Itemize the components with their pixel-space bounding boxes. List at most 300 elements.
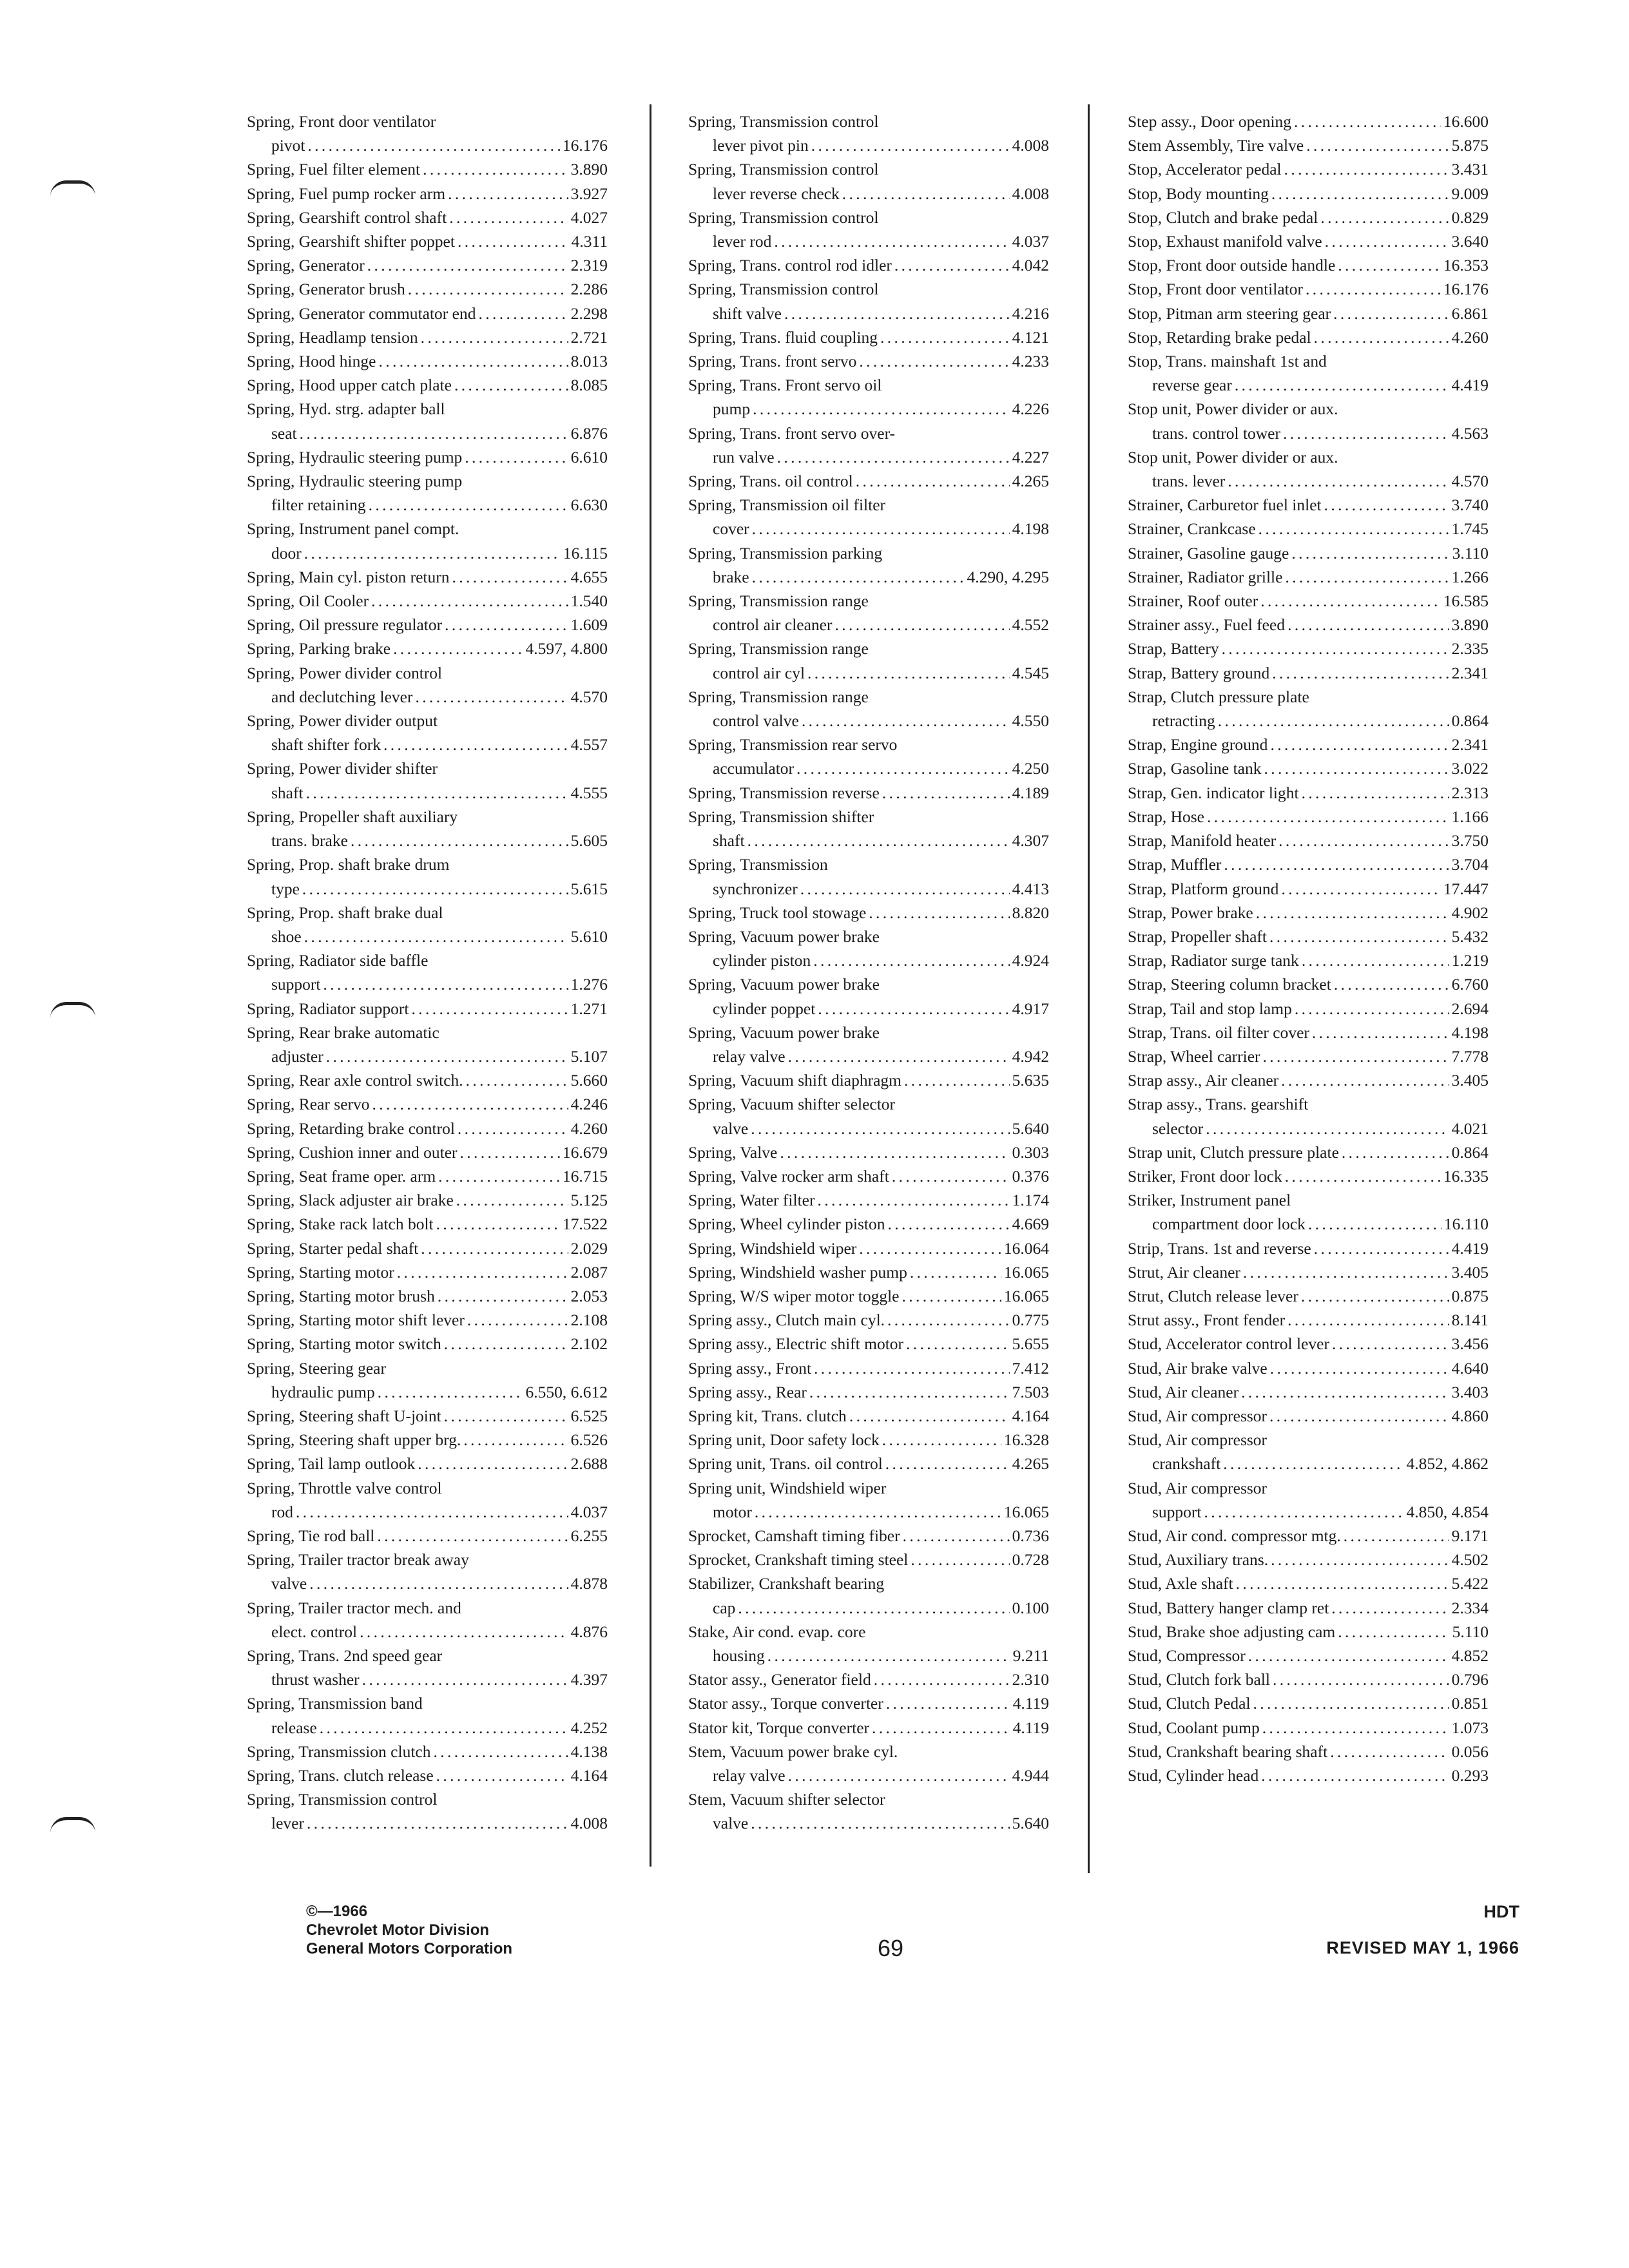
section-reference: 3.403 — [1451, 1382, 1489, 1401]
section-reference: 16.176 — [1443, 280, 1489, 299]
section-reference: 0.100 — [1012, 1598, 1049, 1617]
part-name: Spring, Valve — [688, 1142, 778, 1162]
section-reference: 0.851 — [1451, 1694, 1489, 1713]
entry-line — [247, 1763, 608, 1787]
dot-leader — [1269, 1404, 1449, 1428]
entry-line — [247, 1524, 608, 1548]
index-entry — [688, 1021, 1049, 1068]
index-entry — [688, 277, 1049, 325]
index-entry — [1128, 253, 1489, 277]
entry-line — [688, 637, 1049, 660]
part-name: Spring, Trailer tractor mech. and — [247, 1598, 461, 1617]
dot-leader — [369, 493, 568, 517]
index-entry — [1128, 1548, 1489, 1571]
index-entry — [688, 157, 1049, 205]
dot-leader — [320, 1716, 568, 1740]
index-entry — [1128, 1380, 1489, 1404]
dot-leader — [784, 302, 1010, 325]
section-reference: 16.176 — [562, 136, 608, 155]
index-entry — [688, 1571, 1049, 1619]
part-name: Spring, Cushion inner and outer — [247, 1142, 458, 1162]
entry-line — [688, 685, 1049, 709]
dot-leader — [1236, 1571, 1449, 1595]
dot-leader — [777, 445, 1010, 469]
section-reference: 16.715 — [562, 1166, 608, 1186]
dot-leader — [467, 1308, 568, 1332]
part-name: Stud, Clutch fork ball — [1128, 1670, 1270, 1689]
index-entry — [247, 997, 608, 1021]
index-entry — [688, 493, 1049, 541]
part-name: Spring, Main cyl. piston return — [247, 567, 450, 586]
entry-line — [247, 1044, 608, 1068]
part-name: Spring, Headlamp tension — [247, 327, 418, 347]
dot-leader — [1207, 805, 1449, 829]
entry-line — [688, 1740, 1049, 1763]
entry-line — [688, 182, 1049, 206]
part-name-continued: cylinder piston — [713, 951, 811, 970]
section-reference: 2.334 — [1451, 1598, 1489, 1617]
entry-line — [247, 1620, 608, 1644]
section-reference: 8.820 — [1012, 903, 1049, 922]
part-name: Spring, Radiator support — [247, 999, 409, 1018]
entry-line — [688, 1356, 1049, 1380]
part-name: Spring, Transmission rear servo — [688, 735, 898, 754]
part-name: Stud, Compressor — [1128, 1646, 1246, 1665]
section-reference: 0.728 — [1012, 1550, 1049, 1570]
section-reference: 3.431 — [1451, 160, 1489, 179]
section-reference: 5.605 — [570, 831, 608, 850]
section-reference: 4.021 — [1451, 1119, 1489, 1138]
part-name: Spring, Parking brake — [247, 639, 391, 658]
dot-leader — [1284, 157, 1449, 181]
section-reference: 4.246 — [570, 1095, 608, 1114]
dot-leader — [378, 349, 568, 373]
dot-leader — [1301, 1284, 1449, 1308]
part-name: Spring, Retarding brake control — [247, 1119, 455, 1138]
entry-line — [688, 397, 1049, 421]
dot-leader — [449, 206, 568, 229]
dot-leader — [383, 733, 568, 756]
entry-line — [247, 229, 608, 253]
publisher-block — [306, 1902, 512, 1958]
section-reference: 5.615 — [570, 879, 608, 898]
dot-leader — [817, 1188, 1009, 1212]
index-entry — [1128, 157, 1489, 181]
section-reference: 4.250 — [1012, 759, 1049, 778]
dot-leader — [807, 661, 1010, 685]
entry-line — [1128, 1691, 1489, 1715]
dot-leader — [767, 1644, 1010, 1667]
index-entry — [1128, 133, 1489, 157]
section-reference: 4.008 — [1012, 136, 1049, 155]
part-name: Spring assy., Electric shift motor — [688, 1334, 904, 1354]
index-entry — [1128, 397, 1489, 445]
index-entry — [1128, 637, 1489, 660]
part-name: Spring, Starting motor brush — [247, 1286, 435, 1305]
section-reference: 4.198 — [1012, 519, 1049, 539]
index-entry — [1128, 1667, 1489, 1691]
part-name: Strap, Radiator surge tank — [1128, 951, 1299, 970]
entry-line — [1128, 206, 1489, 229]
index-entry — [688, 1284, 1049, 1308]
entry-line — [688, 1811, 1049, 1835]
index-entry — [1128, 1716, 1489, 1740]
dot-leader — [814, 1356, 1010, 1380]
entry-line — [1128, 1117, 1489, 1140]
part-name: Stud, Air cleaner — [1128, 1382, 1239, 1401]
part-name: Stem, Vacuum power brake cyl. — [688, 1742, 898, 1761]
part-name-continued: reverse gear — [1152, 376, 1232, 395]
part-name-continued: control air cleaner — [713, 615, 833, 635]
entry-line — [247, 397, 608, 421]
dot-leader — [1262, 1716, 1449, 1740]
part-name: Spring, Power divider control — [247, 663, 443, 682]
entry-line — [247, 1164, 608, 1188]
dot-leader — [788, 1044, 1010, 1068]
entry-line — [1128, 1644, 1489, 1667]
part-name: Spring, Transmission parking — [688, 543, 883, 562]
part-name: Spring, Hydraulic steering pump — [247, 447, 463, 466]
part-name: Spring assy., Front — [688, 1358, 812, 1378]
entry-line — [1128, 541, 1489, 565]
entry-line — [1128, 1284, 1489, 1308]
section-reference: 4.198 — [1451, 1023, 1489, 1042]
part-name: Spring, Starting motor switch — [247, 1334, 441, 1354]
part-name-continued: pivot — [271, 136, 305, 155]
part-name: Spring assy., Rear — [688, 1382, 807, 1401]
entry-line — [247, 925, 608, 948]
copyright-line: ©—1966 — [306, 1903, 368, 1920]
entry-line — [688, 157, 1049, 181]
part-name: Spring, Transmission clutch — [247, 1742, 431, 1761]
division-line: Chevrolet Motor Division — [306, 1921, 490, 1939]
entry-line — [1128, 325, 1489, 349]
index-entry — [247, 756, 608, 804]
dot-leader — [901, 1284, 1001, 1308]
entry-line — [247, 445, 608, 469]
dot-leader — [1272, 661, 1449, 685]
part-name: Spring, Windshield washer pump — [688, 1262, 907, 1282]
entry-line — [1128, 1404, 1489, 1428]
section-reference: 4.597, 4.800 — [525, 639, 608, 658]
entry-line — [1128, 1021, 1489, 1044]
index-entry — [247, 277, 608, 301]
part-name: Strap, Gasoline tank — [1128, 759, 1262, 778]
index-entry — [247, 206, 608, 229]
index-entry — [247, 805, 608, 852]
index-entry — [247, 1021, 608, 1068]
part-name: Stop, Accelerator pedal — [1128, 160, 1282, 179]
entry-line — [247, 1500, 608, 1524]
dot-leader — [1324, 493, 1449, 517]
section-reference: 4.260 — [1451, 327, 1489, 347]
entry-line — [688, 1164, 1049, 1188]
dot-leader — [421, 325, 568, 349]
section-reference: 5.640 — [1012, 1814, 1049, 1833]
dot-leader — [859, 349, 1009, 373]
dot-leader — [454, 373, 568, 397]
entry-line — [1128, 901, 1489, 925]
entry-line — [247, 852, 608, 876]
index-entry — [688, 972, 1049, 1020]
entry-line — [688, 613, 1049, 637]
section-reference: 0.875 — [1451, 1286, 1489, 1305]
dot-leader — [872, 1716, 1010, 1740]
entry-line — [688, 589, 1049, 613]
index-entry — [688, 1212, 1049, 1236]
dot-leader — [436, 1763, 568, 1787]
page-number: 69 — [878, 1935, 904, 1961]
entry-line — [1128, 1260, 1489, 1284]
entry-line — [688, 781, 1049, 805]
part-name: Strap, Muffler — [1128, 855, 1222, 874]
index-entry — [1128, 302, 1489, 325]
part-name-continued: shoe — [271, 927, 302, 946]
entry-line — [688, 1404, 1049, 1428]
part-name: Spring, Transmission — [688, 855, 828, 874]
part-name: Spring, Fuel filter element — [247, 160, 421, 179]
index-entry — [688, 1524, 1049, 1548]
section-reference: 5.635 — [1012, 1071, 1049, 1090]
entry-line — [247, 1691, 608, 1715]
entry-line — [1128, 781, 1489, 805]
dot-leader — [304, 925, 568, 948]
dot-leader — [1314, 1236, 1449, 1260]
part-name-continued: filter retaining — [271, 495, 366, 515]
part-name: Strap assy., Air cleaner — [1128, 1071, 1279, 1090]
part-name: Spring unit, Windshield wiper — [688, 1478, 887, 1497]
dot-leader — [306, 781, 568, 805]
section-reference: 4.550 — [1012, 711, 1049, 731]
part-name: Spring, Generator commutator end — [247, 303, 476, 323]
index-entry — [1128, 229, 1489, 253]
entry-line — [247, 1644, 608, 1667]
section-reference: 4.669 — [1012, 1215, 1049, 1234]
entry-line — [688, 110, 1049, 133]
index-entry — [688, 1476, 1049, 1524]
part-name: Stud, Clutch Pedal — [1128, 1694, 1251, 1713]
index-entry — [247, 445, 608, 469]
section-reference: 4.311 — [571, 232, 608, 251]
dot-leader — [869, 901, 1009, 925]
entry-line — [247, 1452, 608, 1475]
part-name: Stud, Brake shoe adjusting cam — [1128, 1622, 1336, 1641]
index-entry — [247, 1332, 608, 1356]
index-entry — [247, 229, 608, 253]
index-entry — [1128, 733, 1489, 756]
part-name: Strainer, Roof outer — [1128, 591, 1258, 611]
part-name: Spring, Trailer tractor break away — [247, 1550, 469, 1570]
part-name: Stud, Battery hanger clamp ret — [1128, 1598, 1329, 1617]
part-name: Strut, Clutch release lever — [1128, 1286, 1298, 1305]
entry-line — [1128, 1620, 1489, 1644]
index-entry — [247, 565, 608, 589]
entry-line — [247, 1212, 608, 1236]
entry-line — [1128, 1452, 1489, 1475]
part-name: Stud, Accelerator control lever — [1128, 1334, 1329, 1354]
index-entry — [247, 1212, 608, 1236]
section-reference: 3.110 — [1452, 543, 1489, 562]
part-name: Strap, Clutch pressure plate — [1128, 687, 1309, 706]
entry-line — [1128, 805, 1489, 829]
entry-line — [688, 1308, 1049, 1332]
section-reference: 3.704 — [1451, 855, 1489, 874]
index-entry — [247, 1428, 608, 1452]
index-entry — [247, 589, 608, 613]
index-entry — [1128, 613, 1489, 637]
part-name: Strap, Tail and stop lamp — [1128, 999, 1292, 1018]
index-entry — [1128, 781, 1489, 805]
dot-leader — [751, 1117, 1009, 1140]
part-name: Strap, Steering column bracket — [1128, 975, 1331, 994]
dot-leader — [882, 781, 1010, 805]
part-name: Stop, Retarding brake pedal — [1128, 327, 1311, 347]
section-reference: 1.745 — [1451, 519, 1489, 539]
section-reference: 1.174 — [1012, 1191, 1049, 1210]
index-entry — [247, 613, 608, 637]
part-name: Strut assy., Front fender — [1128, 1311, 1286, 1330]
entry-line — [1128, 997, 1489, 1021]
dot-leader — [421, 1236, 568, 1260]
index-entry — [1128, 805, 1489, 829]
index-entry — [1128, 589, 1489, 613]
index-entry — [247, 637, 608, 660]
index-column-3 — [1128, 110, 1489, 1787]
entry-line — [247, 253, 608, 277]
entry-line — [247, 756, 608, 780]
dot-leader — [478, 302, 568, 325]
part-name-continued: hydraulic pump — [271, 1382, 375, 1401]
part-name: Strainer, Carburetor fuel inlet — [1128, 495, 1322, 515]
index-entry — [1128, 1356, 1489, 1380]
dot-leader — [1281, 1068, 1449, 1092]
index-entry — [688, 421, 1049, 469]
part-name: Spring, Hood hinge — [247, 352, 376, 371]
dot-leader — [1332, 1332, 1449, 1356]
dot-leader — [849, 1404, 1010, 1428]
entry-line — [1128, 637, 1489, 660]
index-entry — [1128, 325, 1489, 349]
part-name-continued: control valve — [713, 711, 799, 731]
section-reference: 2.694 — [1451, 999, 1489, 1018]
section-reference: 4.413 — [1012, 879, 1049, 898]
section-reference: 2.313 — [1451, 783, 1489, 802]
part-name: Spring, Rear brake automatic — [247, 1023, 439, 1042]
dot-leader — [300, 421, 568, 445]
part-name: Spring, Vacuum power brake — [688, 975, 880, 994]
dot-leader — [1287, 613, 1449, 637]
part-name: Stud, Axle shaft — [1128, 1574, 1233, 1593]
part-name: Spring, Starting motor — [247, 1262, 394, 1282]
index-entry — [688, 685, 1049, 733]
index-entry — [688, 733, 1049, 780]
part-name: Spring, Trans. front servo — [688, 352, 857, 371]
index-entry — [247, 302, 608, 325]
part-name: Strainer, Gasoline gauge — [1128, 543, 1289, 562]
entry-line — [688, 1596, 1049, 1620]
dot-leader — [423, 157, 568, 181]
index-entry — [1128, 1740, 1489, 1763]
part-name: Spring, Trans. oil control — [688, 472, 853, 491]
dot-leader — [1273, 1667, 1449, 1691]
section-reference: 0.864 — [1451, 1142, 1489, 1162]
index-entry — [688, 1236, 1049, 1260]
part-name: Strap, Trans. oil filter cover — [1128, 1023, 1309, 1042]
part-name: Spring, Trans. Front servo oil — [688, 376, 882, 395]
part-name-continued: cover — [713, 519, 749, 539]
dot-leader — [752, 517, 1010, 541]
part-name-continued: door — [271, 543, 302, 562]
part-name: Spring, Radiator side baffle — [247, 951, 429, 970]
entry-line — [247, 302, 608, 325]
entry-line — [247, 1260, 608, 1284]
part-name: Spring, Starter pedal shaft — [247, 1238, 419, 1258]
part-name: Strap unit, Clutch pressure plate — [1128, 1142, 1339, 1162]
entry-line — [247, 1188, 608, 1212]
dot-leader — [1302, 948, 1449, 972]
entry-line — [688, 349, 1049, 373]
index-entry — [1128, 1068, 1489, 1092]
dot-leader — [408, 277, 568, 301]
index-entry — [247, 517, 608, 564]
section-reference: 4.121 — [1012, 327, 1049, 347]
index-entry — [688, 110, 1049, 157]
index-entry — [688, 1380, 1049, 1404]
index-entry — [688, 1068, 1049, 1092]
section-reference: 4.037 — [1012, 232, 1049, 251]
index-entry — [688, 1691, 1049, 1715]
index-entry — [1128, 1620, 1489, 1644]
section-reference: 5.660 — [570, 1071, 608, 1090]
entry-line — [247, 1596, 608, 1620]
entry-line — [1128, 302, 1489, 325]
index-entry — [247, 901, 608, 948]
dot-leader — [445, 613, 568, 637]
dot-leader — [372, 1092, 568, 1116]
part-name: Striker, Instrument panel — [1128, 1191, 1291, 1210]
index-entry — [1128, 1164, 1489, 1188]
section-reference: 6.255 — [570, 1526, 608, 1545]
section-reference: 16.353 — [1443, 256, 1489, 275]
entry-line — [688, 421, 1049, 445]
index-entry — [1128, 1428, 1489, 1475]
section-reference: 7.412 — [1012, 1358, 1049, 1378]
index-entry — [1128, 829, 1489, 852]
index-entry — [247, 157, 608, 181]
section-reference: 4.419 — [1451, 376, 1489, 395]
part-name-continued: lever rod — [713, 232, 772, 251]
entry-line — [688, 517, 1049, 541]
dot-leader — [892, 1164, 1010, 1188]
section-reference: 4.397 — [570, 1670, 608, 1689]
entry-line — [688, 1787, 1049, 1811]
entry-line — [247, 1356, 608, 1380]
part-name-continued: trans. control tower — [1152, 423, 1280, 443]
dot-leader — [1320, 206, 1449, 229]
section-reference: 4.917 — [1012, 999, 1049, 1018]
index-entry — [688, 373, 1049, 421]
entry-line — [1128, 1068, 1489, 1092]
index-entry — [247, 1260, 608, 1284]
section-reference: 5.432 — [1451, 927, 1489, 946]
part-name-continued: shaft — [271, 783, 304, 802]
section-reference: 5.610 — [570, 927, 608, 946]
dot-leader — [1285, 565, 1449, 589]
section-reference: 17.447 — [1443, 879, 1489, 898]
part-name: Spring, Hood upper catch plate — [247, 376, 452, 395]
entry-line — [1128, 709, 1489, 733]
entry-line — [247, 1667, 608, 1691]
